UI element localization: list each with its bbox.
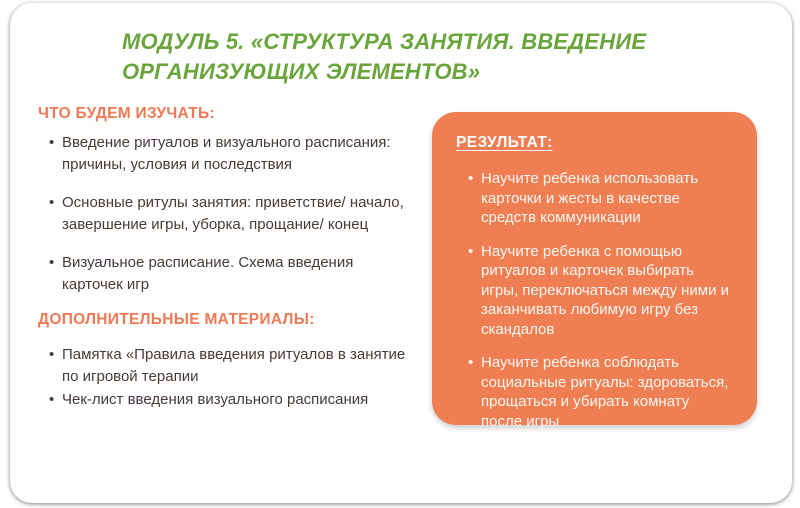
list-item: • Научите ребенка соблюдать социальные ритуалы: здороваться, прощаться и убирать комнату после игры: [456, 353, 733, 431]
result-box: [432, 112, 757, 430]
list-item: • Научите ребенка с помощью ритуалов и карточек выбирать игры, переключаться между ними и заканчивать любимую игру без скандалов: [456, 242, 733, 340]
slide-title: МОДУЛЬ 5. «СТРУКТУРА ЗАНЯТИЯ. ВВЕДЕНИЕ ОРГАНИЗУЮЩИХ ЭЛЕМЕНТОВ»: [122, 29, 647, 84]
study-section: [38, 105, 418, 413]
list-item: • Памятка «Правила введения ритуалов в занятие по игровой терапии: [38, 344, 418, 387]
materials-heading: ДОПОЛНИТЕЛЬНЫЕ МАТЕРИАЛЫ:: [38, 311, 315, 328]
list-item: • Основные ритулы занятия: приветствие/ начало, завершение игры, уборка, прощание/ конец: [38, 192, 418, 235]
list-item: • Научите ребенка использовать карточки и жесты в качестве средств коммуникации: [456, 169, 733, 228]
study-list: [38, 132, 418, 295]
materials-list: [38, 344, 418, 411]
study-heading: ЧТО БУДЕМ ИЗУЧАТЬ:: [38, 105, 215, 122]
list-item: • Чек-лист введения визуального расписания: [38, 389, 418, 411]
result-heading: РЕЗУЛЬТАТ:: [456, 134, 553, 151]
list-item: • Введение ритуалов и визуального расписания: причины, условия и последствия: [38, 132, 418, 175]
result-list: [456, 169, 733, 431]
list-item: • Визуальное расписание. Схема введения карточек игр: [38, 252, 418, 295]
slide-card: [10, 3, 792, 503]
